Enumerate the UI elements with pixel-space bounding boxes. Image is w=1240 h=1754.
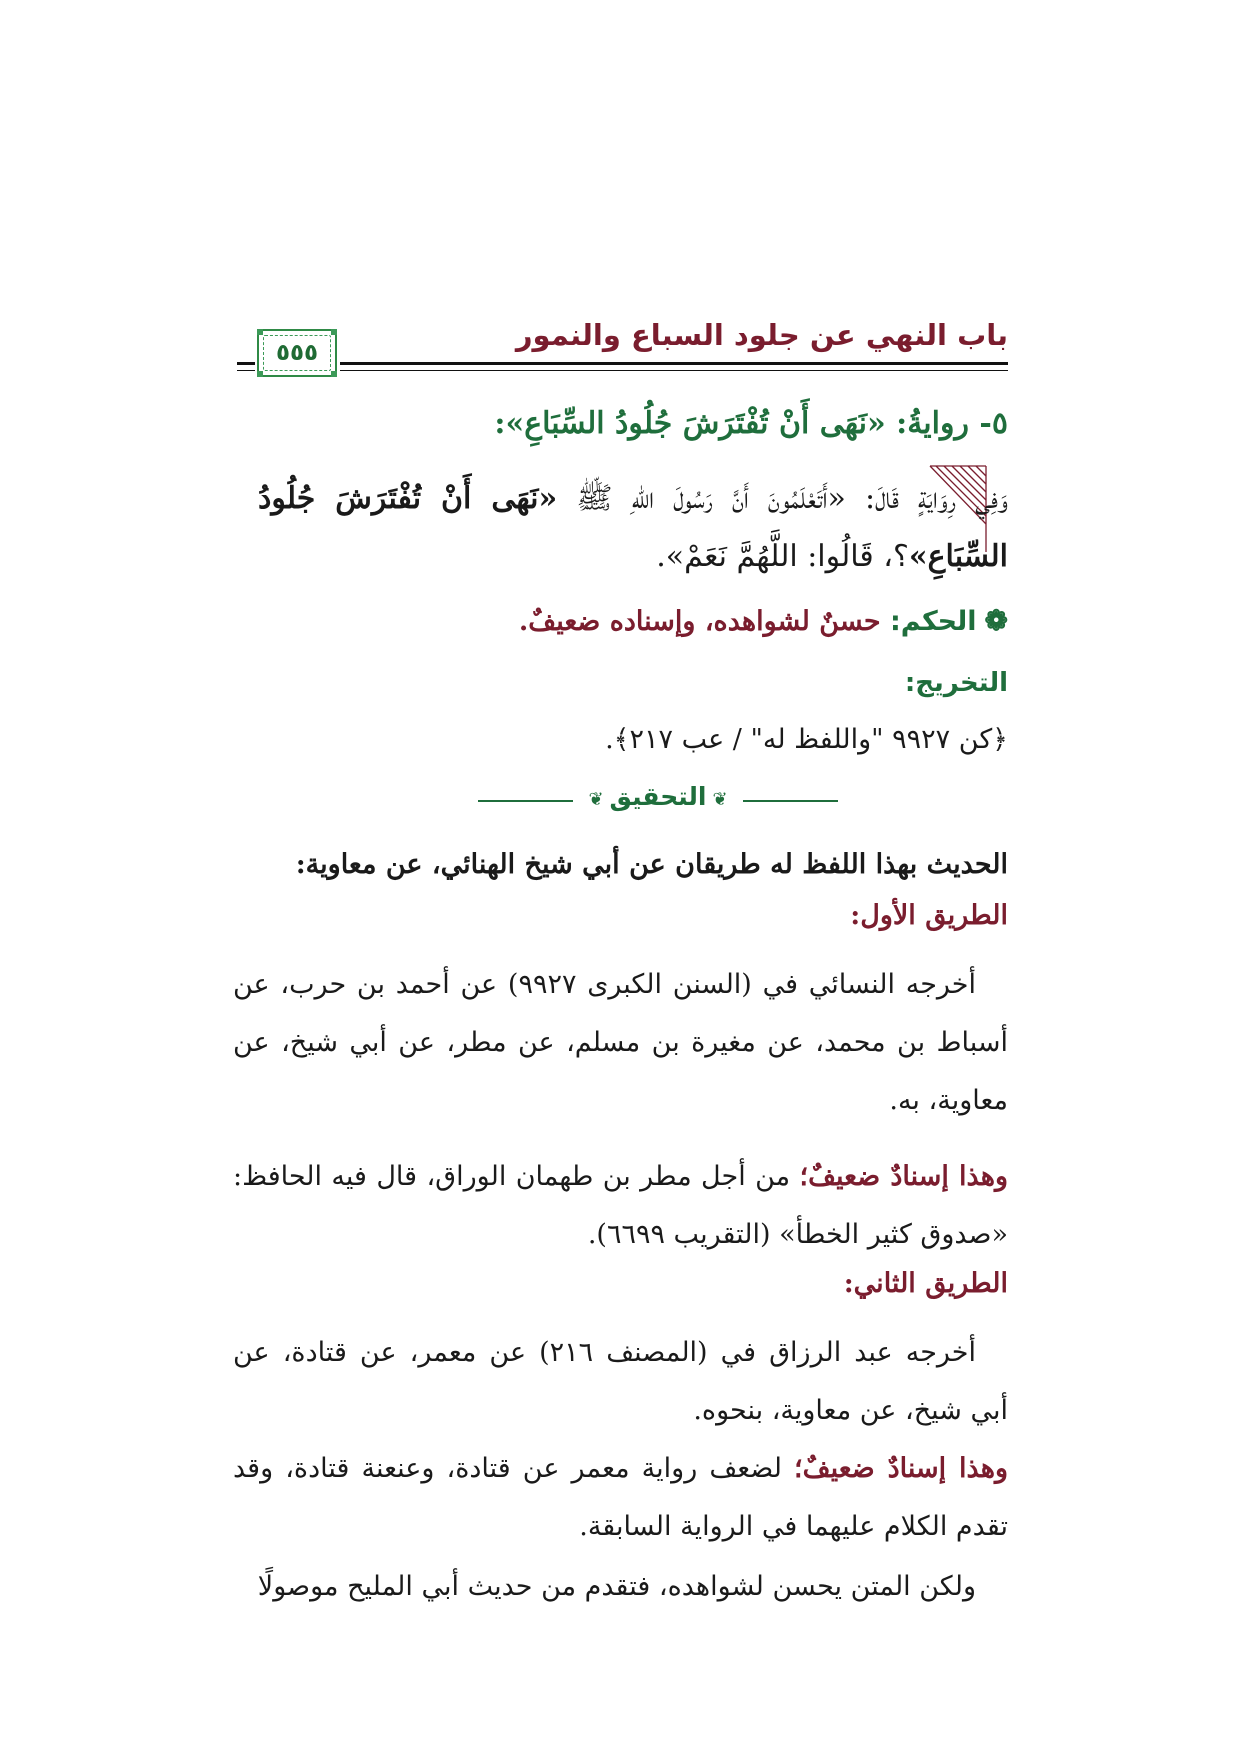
- badge-corner-ornament: [257, 329, 263, 335]
- path2-weak-label: وهذا إسنادٌ ضعيفٌ؛: [794, 1453, 1008, 1484]
- path1-weak-label: وهذا إسنادٌ ضعيفٌ؛: [799, 1161, 1008, 1192]
- hadith-text: [258, 470, 1008, 586]
- path1-text: [233, 956, 1008, 1130]
- tahqiq-heading: [478, 782, 838, 811]
- page-number-badge: [257, 329, 337, 377]
- ruling-line: [519, 604, 1008, 637]
- closing-text-content: ولكن المتن يحسن لشواهده، فتقدم من حديث أبي المليح موصولًا: [257, 1571, 976, 1602]
- hadith-part-quote: «نَهَى أَنْ تُفْتَرَشَ جُلُودُ السِّبَاعِ»: [258, 481, 1008, 574]
- tahqiq-title: التحقيق: [609, 782, 707, 811]
- takhrij-text: ﴿كن ٩٩٢٧ "واللفظ له" / عب ٢١٧﴾.: [605, 724, 1008, 755]
- ruling-label: الحكم:: [890, 606, 977, 637]
- badge-corner-ornament: [331, 329, 337, 335]
- path2-text-content: أخرجه عبد الرزاق في (المصنف ٢١٦) عن معمر، عن قتادة، عن أبي شيخ، عن معاوية، بنحوه.: [233, 1337, 1008, 1426]
- path1-weak-text: من أجل مطر بن طهمان الوراق، قال فيه الحافظ: «صدوق كثير الخطأ» (التقريب ٦٦٩٩).: [233, 1161, 1008, 1250]
- hadith-part-end: ؟، قَالُوا: اللَّهُمَّ نَعَمْ».: [656, 539, 909, 574]
- tahqiq-intro: الحديث بهذا اللفظ له طريقان عن أبي شيخ الهنائي، عن معاوية:: [295, 849, 1008, 880]
- badge-corner-ornament: [257, 371, 263, 377]
- closing-text: [233, 1558, 1008, 1616]
- section-heading: ٥- روايةُ: «نَهَى أَنْ تُفْتَرَشَ جُلُودُ السِّبَاعِ»:: [494, 406, 1008, 441]
- path1-heading: الطريق الأول:: [850, 900, 1008, 931]
- path2-heading: الطريق الثاني:: [843, 1268, 1008, 1299]
- flourish-ornament-icon: ❦: [588, 789, 604, 810]
- rosette-icon: ❁: [984, 604, 1008, 637]
- header-rule-left-top: [237, 362, 255, 365]
- header-rule-bottom: [340, 370, 1008, 371]
- page-number: ٥٥٥: [263, 335, 331, 371]
- header-rule-left-bottom: [237, 370, 255, 371]
- badge-corner-ornament: [331, 371, 337, 377]
- tahqiq-divider: [478, 780, 838, 820]
- running-title: باب النهي عن جلود السباع والنمور: [515, 318, 1008, 352]
- path2-weak-text: لضعف رواية معمر عن قتادة، وعنعنة قتادة، وقد تقدم الكلام عليهما في الرواية السابقة.: [233, 1453, 1008, 1542]
- path2-assessment: [233, 1440, 1008, 1556]
- ruling-value: حسنٌ لشواهده، وإسناده ضعيفٌ.: [518, 606, 881, 637]
- flourish-ornament-icon: ❦: [712, 789, 728, 810]
- hadith-part-intro: وَفِي رِوَايَةٍ قَالَ: «أَتَعْلَمُونَ أَنَّ رَسُولَ اللهِ ﷺ: [557, 481, 1009, 516]
- takhrij-label: التخريج:: [904, 668, 1008, 698]
- path1-assessment: [233, 1148, 1008, 1264]
- path2-text: [233, 1324, 1008, 1440]
- header-rule-top: [340, 362, 1008, 365]
- path1-text-content: أخرجه النسائي في (السنن الكبرى ٩٩٢٧) عن أحمد بن حرب، عن أسباط بن محمد، عن مغيرة بن مسلم، عن مطر، عن أبي شيخ، عن معاوية، به.: [233, 969, 1008, 1116]
- page-header: [237, 318, 1008, 388]
